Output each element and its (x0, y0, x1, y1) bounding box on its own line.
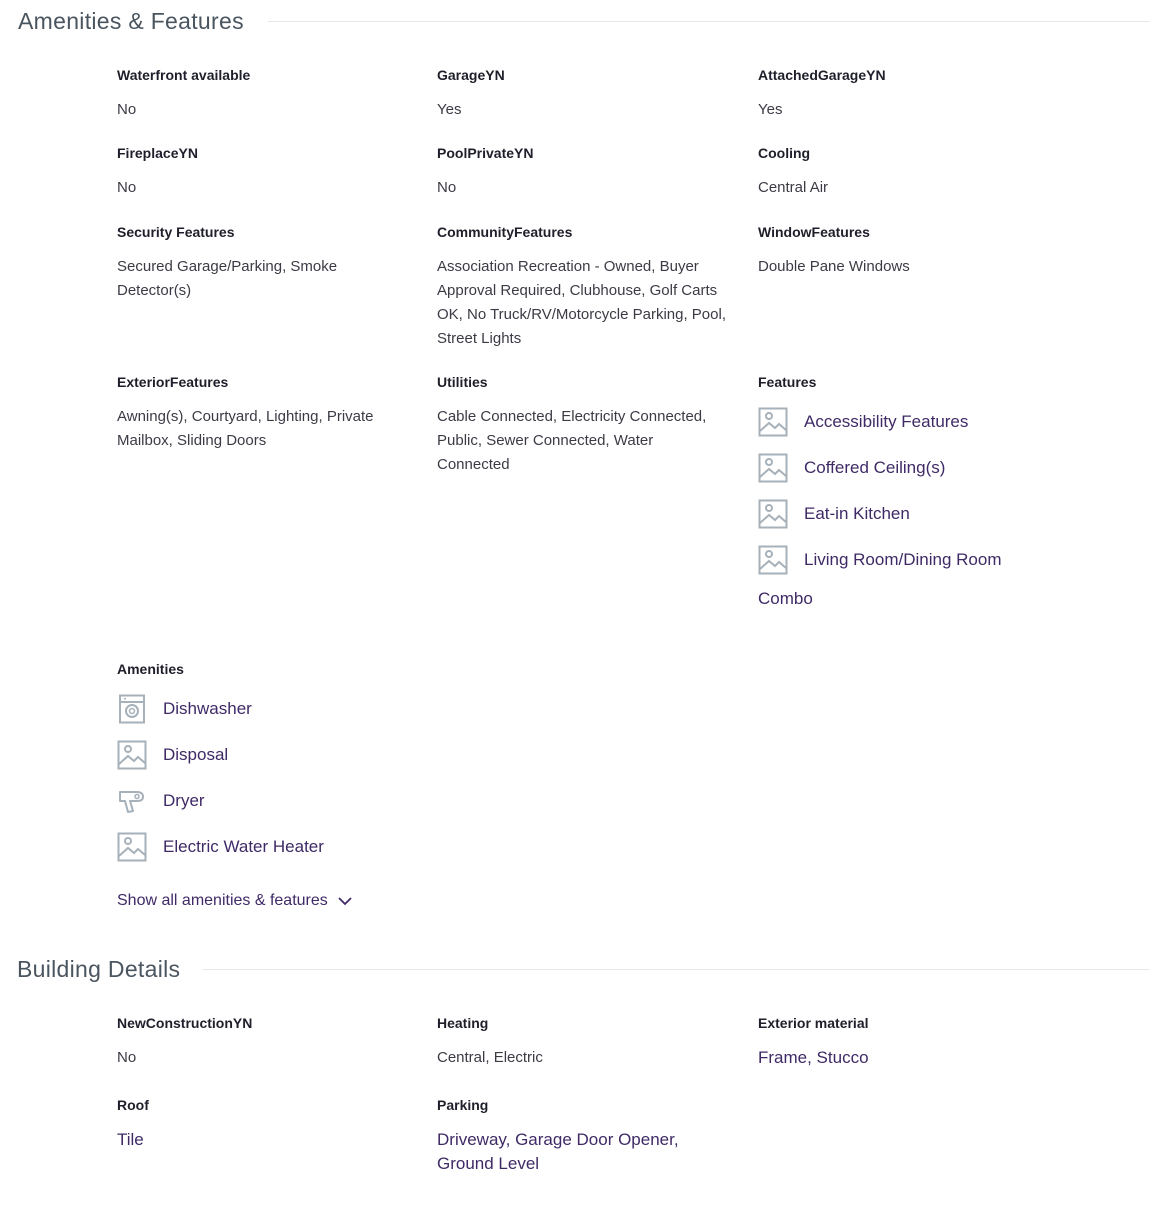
field-value: No (117, 101, 137, 118)
field-label: Utilities (437, 374, 488, 390)
field-label: Heating (437, 1015, 489, 1031)
field-label: ExteriorFeatures (117, 374, 229, 390)
field-value: Central, Electric (437, 1049, 543, 1066)
amenity-item (117, 778, 397, 824)
field-value: No (437, 179, 457, 196)
features-list (758, 399, 1038, 583)
field-value: No (117, 1049, 137, 1066)
field-heating (437, 1014, 737, 1070)
dishwasher-icon (117, 694, 147, 724)
field-label: AttachedGarageYN (758, 67, 886, 83)
field-window-features (758, 223, 1058, 279)
field-cooling (758, 144, 1058, 200)
feature-continuation: Combo (758, 589, 813, 608)
image-placeholder-icon (117, 740, 147, 770)
features-label: Features (758, 374, 817, 390)
field-value: Driveway, Garage Door Opener, Ground Level (437, 1130, 679, 1173)
field-fireplace (117, 144, 417, 200)
building-details-title: Building Details (17, 956, 181, 982)
amenities-title-divider (268, 21, 1149, 22)
field-new-construction (117, 1014, 417, 1070)
field-label: Security Features (117, 224, 235, 240)
field-attached-garage (758, 66, 1058, 122)
field-value: Tile (117, 1130, 144, 1149)
amenity-item (117, 824, 397, 870)
field-value: Cable Connected, Electricity Connected, Public, Sewer Connected, Water Connected (437, 408, 707, 473)
field-label: NewConstructionYN (117, 1015, 253, 1031)
field-value: Double Pane Windows (758, 258, 910, 275)
field-label: GarageYN (437, 67, 505, 83)
field-value: Secured Garage/Parking, Smoke Detector(s) (117, 258, 338, 299)
amenity-item (117, 732, 397, 778)
chevron-down-icon (338, 896, 352, 906)
amenity-item (117, 686, 397, 732)
show-all-amenities-button[interactable] (117, 892, 352, 910)
field-security-features (117, 223, 367, 303)
field-value: Yes (437, 101, 462, 118)
field-garage (437, 66, 737, 122)
amenities-group (117, 660, 397, 870)
image-placeholder-icon (117, 832, 147, 862)
feature-item (758, 537, 1038, 583)
feature-item (758, 445, 1038, 491)
image-placeholder-icon (758, 499, 788, 529)
feature-item (758, 399, 1038, 445)
field-label: Exterior material (758, 1015, 869, 1031)
field-label: Waterfront available (117, 67, 251, 83)
field-community-features (437, 223, 729, 351)
amenity-text: Disposal (163, 745, 229, 764)
amenity-text: Dryer (163, 791, 205, 810)
field-roof (117, 1096, 417, 1152)
field-pool-private (437, 144, 737, 200)
feature-text: Living Room/Dining Room (804, 550, 1002, 569)
feature-text: Coffered Ceiling(s) (804, 458, 946, 477)
field-utilities (437, 373, 725, 477)
field-waterfront (117, 66, 417, 122)
hair-dryer-icon (117, 786, 147, 816)
amenity-text: Dishwasher (163, 699, 252, 718)
field-label: WindowFeatures (758, 224, 870, 240)
field-parking (437, 1096, 707, 1176)
amenity-text: Electric Water Heater (163, 837, 324, 856)
features-group (758, 373, 1038, 609)
field-label: CommunityFeatures (437, 224, 573, 240)
field-value: Yes (758, 101, 783, 118)
field-label: Parking (437, 1097, 489, 1113)
feature-text: Eat-in Kitchen (804, 504, 910, 523)
image-placeholder-icon (758, 453, 788, 483)
amenities-label: Amenities (117, 661, 184, 677)
feature-text: Accessibility Features (804, 412, 969, 431)
field-exterior-material (758, 1014, 1058, 1070)
field-label: PoolPrivateYN (437, 145, 534, 161)
field-value: Awning(s), Courtyard, Lighting, Private Mailbox, Sliding Doors (117, 408, 374, 449)
show-all-label: Show all amenities & features (117, 892, 328, 909)
amenities-features-title: Amenities & Features (18, 8, 244, 34)
image-placeholder-icon (758, 545, 788, 575)
field-value: Frame, Stucco (758, 1048, 869, 1067)
field-label: FireplaceYN (117, 145, 198, 161)
field-value: No (117, 179, 137, 196)
amenities-list (117, 686, 397, 870)
building-title-divider (203, 969, 1149, 970)
feature-item (758, 491, 1038, 537)
field-exterior-features (117, 373, 389, 453)
field-label: Roof (117, 1097, 149, 1113)
field-value: Association Recreation - Owned, Buyer Approval Required, Clubhouse, Golf Carts OK, No Truck/RV/Motorcycle Parking, Pool, Street Lights (437, 258, 726, 347)
image-placeholder-icon (758, 407, 788, 437)
field-label: Cooling (758, 145, 811, 161)
field-value: Central Air (758, 179, 829, 196)
